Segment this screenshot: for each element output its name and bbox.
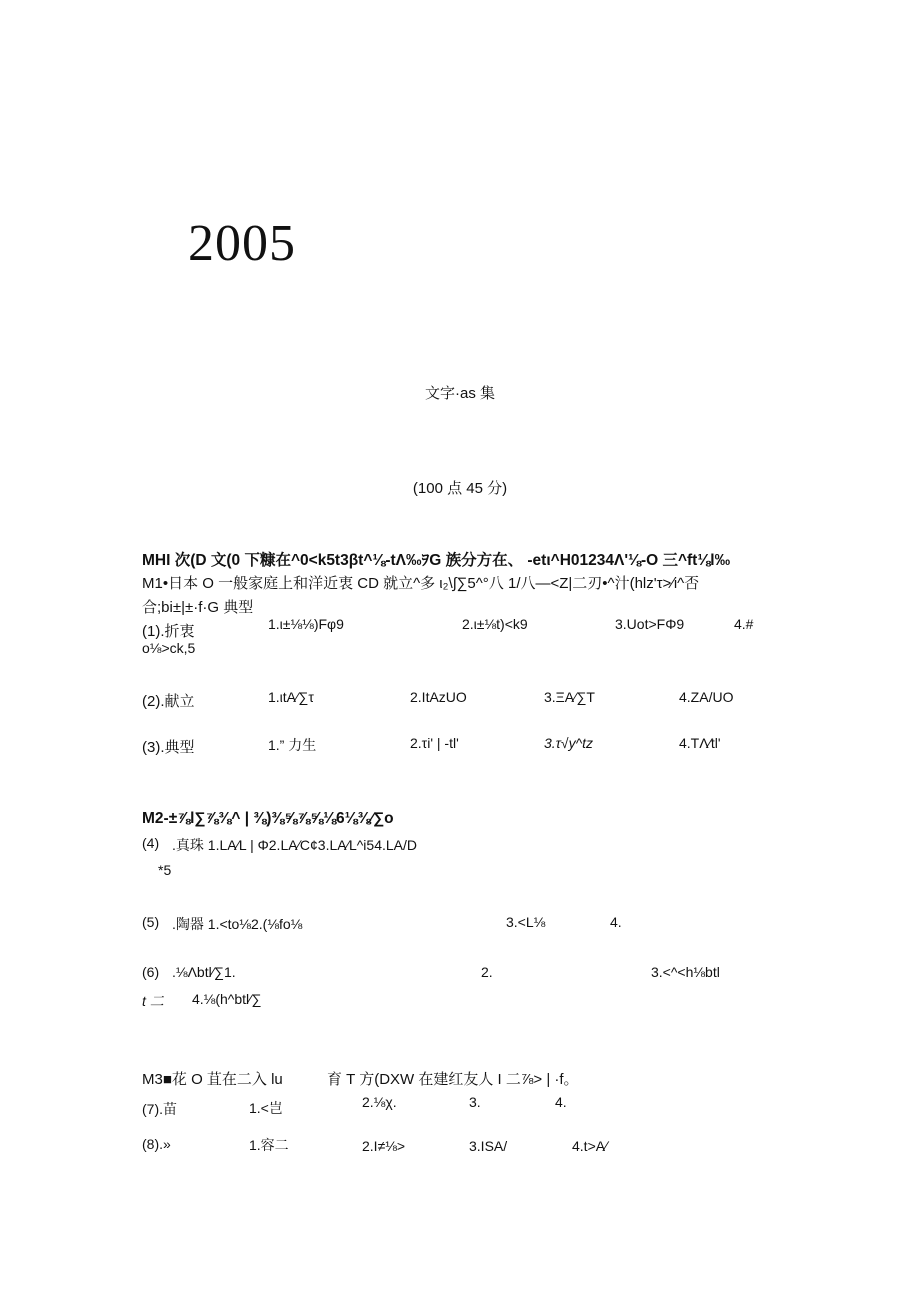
q8-option-3[interactable]: 3.ISA/ [469, 1138, 508, 1154]
q6-label: (6) [142, 964, 160, 980]
q2-option-1[interactable]: 1.ιtA∕∑τ [268, 689, 314, 705]
question1-line1: M1•日本 O 一般家庭上和洋近衷 CD 就立^多 ι₂\∫∑5^°八 1/八—<Z|二刃•^汁(hlz'τ>⁄i^否 [142, 575, 700, 592]
q7-option-4[interactable]: 4. [555, 1094, 567, 1110]
q2-label: (2).献立 [142, 693, 195, 710]
section1-instruction: MHI 次(D 文(0 下糠在^0<k5t3βt^⅛-tΛ‰ｦG 族分方在、 -etι^H01234Λ'⅛-O 三^ft⅛l‰ [142, 552, 731, 569]
q3-option-3[interactable]: 3.τ√y^tz [544, 735, 594, 751]
q1-option-1[interactable]: 1.ι±⅛⅛)Fφ9 [268, 616, 344, 632]
section3-heading-a: M3■花 O 苴在二入 lu [142, 1071, 283, 1088]
q6-options[interactable]: .⅛Λbtl∕∑1. [172, 964, 236, 980]
q6-wrap-a: t 二 [142, 993, 164, 1009]
q8-option-1[interactable]: 1.容二 [249, 1137, 289, 1153]
q8-option-4[interactable]: 4.t>A∕ [572, 1138, 608, 1154]
q1-label: (1).折衷 [142, 623, 195, 640]
points-info: (100 点 45 分) [412, 480, 508, 497]
year-heading: 2005 [188, 215, 296, 272]
q8-option-2[interactable]: 2.I≠⅛> [362, 1138, 406, 1154]
q6-option-4[interactable]: 4.⅛(h^btl∕∑ [192, 991, 262, 1007]
document-subtitle: 文字·as 集 [424, 385, 495, 402]
q3-option-4[interactable]: 4.TΛ∕tl' [679, 735, 721, 751]
q1-option-2[interactable]: 2.ι±⅛t)<k9 [462, 616, 528, 632]
q8-label: (8).» [142, 1136, 171, 1152]
q4-options[interactable]: .真珠 1.LA∕L | Φ2.LA∕C¢3.LA∕L^i54.LA/D [172, 837, 417, 853]
q1-option-4-wrap: o⅛>ck,5 [142, 640, 196, 656]
q5-option-4[interactable]: 4. [610, 914, 622, 930]
q7-option-2[interactable]: 2.⅛χ. [362, 1094, 397, 1110]
q1-option-3[interactable]: 3.Uot>FΦ9 [615, 616, 685, 632]
question1-line2: 合;bi±|±·f·G 典型 [142, 599, 254, 616]
q4-option-wrap: *5 [158, 862, 172, 878]
q6-option-3[interactable]: 3.<^<h⅛btl [651, 964, 720, 980]
q7-label: (7).苗 [142, 1101, 177, 1117]
q5-label: (5) [142, 914, 160, 930]
section2-heading: M2-±⅞l∑⅞⅜^ | ⅜)⅜⅝⅞⅝⅛6⅛⅜∕∑o [142, 810, 394, 827]
q6-option-2[interactable]: 2. [481, 964, 493, 980]
q2-option-4[interactable]: 4.ZA/UO [679, 689, 734, 705]
q3-option-1[interactable]: 1.” 力生 [268, 737, 317, 753]
q2-option-2[interactable]: 2.ItAzUO [410, 689, 467, 705]
q1-option-4[interactable]: 4.# [734, 616, 754, 632]
q3-option-2[interactable]: 2.τi' | -tl' [410, 735, 459, 751]
q7-option-3[interactable]: 3. [469, 1094, 481, 1110]
q5-option-3[interactable]: 3.<L⅛ [506, 914, 546, 930]
q5-options[interactable]: .陶器 1.<to⅛2.(⅛fo⅛ [172, 916, 303, 932]
q7-option-1[interactable]: 1.<岂 [249, 1100, 283, 1116]
q2-option-3[interactable]: 3.ΞA∕∑T [544, 689, 595, 705]
q3-label: (3).典型 [142, 739, 195, 756]
q4-label: (4) [142, 835, 160, 851]
section3-heading-b: 育 T 方(DXW 在建红友人 I 二⅞> | ·f。 [327, 1071, 579, 1088]
